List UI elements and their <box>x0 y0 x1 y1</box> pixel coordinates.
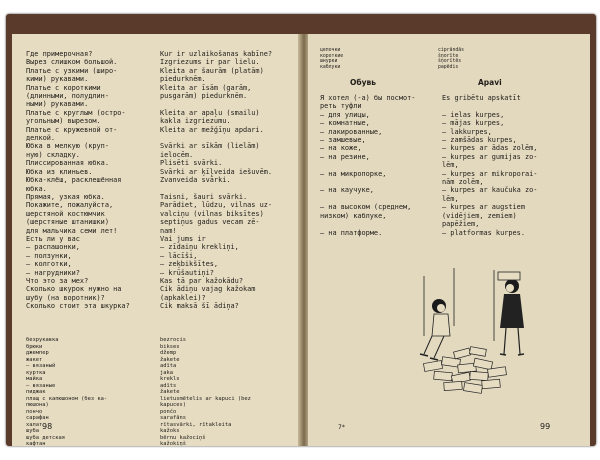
text-line: — распашонки, <box>26 243 80 252</box>
text-line: (apkaklei)? <box>160 293 206 302</box>
text-line: кими) рукавами. <box>26 75 89 84</box>
vocab-item: безрукавка <box>26 337 59 343</box>
vocab-item: — вязаные <box>26 382 56 389</box>
text-line: — krūšautiņi? <box>160 268 214 277</box>
text-line: — лакированные, <box>320 127 383 136</box>
text-line <box>320 161 415 169</box>
right-top-latvian-words <box>438 48 464 70</box>
vocab-item: жакет <box>26 356 43 363</box>
right-russian-phrases <box>320 94 415 237</box>
text-line: — ielas kurpes, <box>442 110 505 119</box>
left-latvian-phrases <box>160 50 272 311</box>
vocab-item: шуба <box>26 428 39 434</box>
vocab-item: bezrocis <box>160 337 186 343</box>
text-line: Parādiet, lūdzu, vilnas uz- <box>160 201 273 210</box>
vocab-item: krekls <box>160 376 180 382</box>
text-line: nām zolēm, <box>442 178 484 187</box>
left-russian-vocabulary <box>26 337 107 446</box>
text-line <box>160 185 272 193</box>
section-heading-russian: Обувь <box>350 78 376 87</box>
vocab-item: adīta <box>160 363 177 369</box>
vocab-item: žakete <box>160 389 180 395</box>
vocab-item: цепочки <box>320 48 341 53</box>
text-line: шубу (на воротник)? <box>26 293 105 302</box>
text-line: lēm, <box>442 194 459 203</box>
vocab-item: bikses <box>160 343 180 350</box>
text-line: — zeķbikšītes, <box>160 260 219 269</box>
vocab-item: lietusmētelis ar kapuci (bez <box>160 395 251 402</box>
text-line <box>320 178 415 186</box>
text-line: ную) складку. <box>26 150 80 159</box>
vocab-item: adīts <box>160 382 177 389</box>
text-line: Kleita ar īsām (garām, <box>160 83 252 92</box>
vocab-item: пюшона) <box>26 402 49 408</box>
text-line <box>320 220 415 228</box>
text-line: Юбка в мелкую (круп- <box>26 142 109 151</box>
text-line: Cik ādiņu vajag kažokam <box>160 285 256 294</box>
text-line: Cik maksā šī ādiņa? <box>160 302 239 311</box>
text-line: ielocēm. <box>160 150 194 159</box>
left-page-number: 98 <box>42 422 53 431</box>
vocab-item: jaka <box>160 369 173 376</box>
vocab-item: žakete <box>160 356 180 363</box>
vocab-item: rītasvārki, rītakleita <box>160 421 232 428</box>
text-line: — kurpes ar gumijas zo- <box>442 152 538 161</box>
vocab-item: kažoks <box>160 428 180 434</box>
text-line: — нагрудники? <box>26 268 80 277</box>
vocab-item: короткие <box>320 53 344 59</box>
text-line: Kas tā par kažokādu? <box>160 276 243 285</box>
text-line: — замшевые, <box>320 136 366 145</box>
vocab-item: брюки <box>26 343 43 350</box>
text-line: Taisni, šauri svārki. <box>160 192 248 201</box>
text-line: Юбка из клиньев. <box>26 167 93 176</box>
text-line: Сколько шкурок нужно на <box>26 285 122 294</box>
text-line: Вырез слишком большой. <box>26 58 118 67</box>
text-line: pusgarām) piedurknēm. <box>160 92 248 101</box>
vocab-item: шнурки <box>320 59 338 65</box>
vocab-item: — вязаный <box>26 363 56 369</box>
vocab-item: sarafāns <box>160 415 186 421</box>
text-line: — lācīši, <box>160 251 198 260</box>
vocab-item: šņorītēs <box>438 59 462 65</box>
text-line: Платье с узкими (широ- <box>26 66 118 75</box>
text-line: — для улицы, <box>320 110 370 119</box>
text-line: Svārki ar ķīļveida iešuvēm. <box>160 167 273 176</box>
vocab-item: джемпер <box>26 350 49 356</box>
text-line: — platformas kurpes. <box>442 228 525 237</box>
text-line: Es gribētu apskatīt <box>442 94 521 102</box>
left-latvian-vocabulary <box>160 337 251 446</box>
text-line: — kurpes ar mikroporai- <box>442 169 538 178</box>
vocab-item: пончо <box>26 408 43 415</box>
text-line: низком) каблуке, <box>320 211 387 220</box>
text-line: Izgriezums ir par lielu. <box>160 58 260 67</box>
section-heading-latvian: Apavi <box>478 78 502 87</box>
vocab-item: сарафан <box>26 415 49 421</box>
text-line: valciņu (vilnas biksītes) <box>160 209 264 218</box>
text-line: делкой. <box>26 134 56 143</box>
text-line: Платье с короткими <box>26 83 101 92</box>
text-line: угольным) вырезом. <box>26 117 101 126</box>
text-line: для мальчика семи лет! <box>26 226 118 235</box>
vocab-item: džemp <box>160 350 177 356</box>
text-line: Kleita ar apaļu (smailu) <box>160 108 260 117</box>
right-top-russian-words <box>320 48 343 70</box>
text-line: Я хотел (-а) бы посмот- <box>320 94 416 102</box>
text-line: ными) рукавами. <box>26 100 89 109</box>
text-line: — zamšādas kurpes, <box>442 136 517 145</box>
right-page <box>308 34 590 446</box>
text-line: Платье с круглым (остро- <box>26 108 126 117</box>
vocab-item: ciprāndās <box>438 48 464 53</box>
text-line: (vidējiem, zemiem) <box>442 211 517 220</box>
vocab-item: майка <box>26 376 43 382</box>
vocab-item: bērnu kažociņš <box>160 434 206 441</box>
left-russian-phrases <box>26 50 130 311</box>
text-line: — на микропорке, <box>320 169 387 178</box>
text-line: — lakkurpes, <box>442 127 492 136</box>
left-page <box>12 34 300 446</box>
text-line: юбка. <box>26 184 47 193</box>
text-line: Платье с кружевной от- <box>26 125 118 134</box>
text-line: — zīdaiņu krekliņi, <box>160 243 239 252</box>
text-line: Kleita ar šaurām (platām) <box>160 66 264 75</box>
text-line: Плиссированная юбка. <box>26 159 109 168</box>
text-line: — комнатные, <box>320 119 370 128</box>
vocab-item: kapuces) <box>160 402 186 408</box>
text-line: Покажите, пожалуйста, <box>26 201 114 210</box>
vocab-item: халат <box>26 421 43 428</box>
text-line: — kurpes ar kaučuka zo- <box>442 186 538 195</box>
text-line: — на резине, <box>320 152 370 161</box>
text-line: Есть ли у вас <box>26 234 80 243</box>
text-line: Юбка-клёш, расклешённая <box>26 176 122 185</box>
text-line: Прямая, узкая юбка. <box>26 192 105 201</box>
text-line: (шерстяные штанишки) <box>26 218 109 227</box>
text-line: Zvanveida svārki. <box>160 176 231 185</box>
text-line: Что это за мех? <box>26 276 89 285</box>
vocab-item: pončo <box>160 408 177 415</box>
vocab-item: кафтан <box>26 441 46 446</box>
text-line: kakla izgriezumu. <box>160 117 231 126</box>
vocab-item: šņorīte <box>438 53 459 59</box>
text-line: Plisēti svārki. <box>160 159 223 168</box>
signature-mark: 7* <box>338 424 345 431</box>
text-line: — kurpes ar ādas zolēm, <box>442 144 538 153</box>
text-line: — на коже, <box>320 144 362 153</box>
book-spread <box>6 14 596 446</box>
text-line: реть туфли <box>320 102 362 111</box>
text-line: Сколько стоит эта шкурка? <box>26 302 130 311</box>
text-line: — колготки, <box>26 260 72 269</box>
text-line: шерстяной костюмчик <box>26 209 105 218</box>
vocab-item: шуба детская <box>26 434 65 441</box>
text-line: — ползунки, <box>26 251 72 260</box>
text-line: — kurpes ar augstiem <box>442 203 525 212</box>
text-line: — на платформе. <box>320 228 383 237</box>
text-line <box>160 134 272 142</box>
vocab-item: каблуки <box>320 64 341 70</box>
text-line: Vai jums ir <box>160 234 206 243</box>
vocab-item: papēdis <box>438 64 459 70</box>
text-line: Kleita ar mežģīņu apdari. <box>160 125 264 134</box>
right-latvian-phrases <box>442 94 537 237</box>
shoe-shop-illustration <box>394 266 544 396</box>
text-line: septiņus gadus vecam zē- <box>160 218 260 227</box>
text-line: piedurknēm. <box>160 75 206 84</box>
text-line: (длинными, полудлин- <box>26 92 109 101</box>
text-line: Где примерочная? <box>26 50 93 58</box>
text-line: — на высоком (среднем, <box>320 203 412 212</box>
text-line: nam! <box>160 226 177 235</box>
text-line <box>320 195 415 203</box>
text-line: — на каучуке, <box>320 186 374 195</box>
right-page-number: 99 <box>540 422 551 431</box>
text-line <box>160 100 272 108</box>
text-line: — mājas kurpes, <box>442 119 505 128</box>
vocab-item: плащ с капюшоном (без ка- <box>26 395 108 402</box>
text-line: Svārki ar sīkām (lielām) <box>160 142 260 151</box>
text-line <box>442 102 537 110</box>
text-line: lēm, <box>442 161 459 170</box>
text-line: papēžiem, <box>442 220 480 229</box>
vocab-item: пиджак <box>26 389 46 395</box>
vocab-item: kažokiņš <box>160 441 186 446</box>
text-line: Kur ir uzlaikošanas kabīne? <box>160 50 273 58</box>
vocab-item: куртка <box>26 369 46 376</box>
